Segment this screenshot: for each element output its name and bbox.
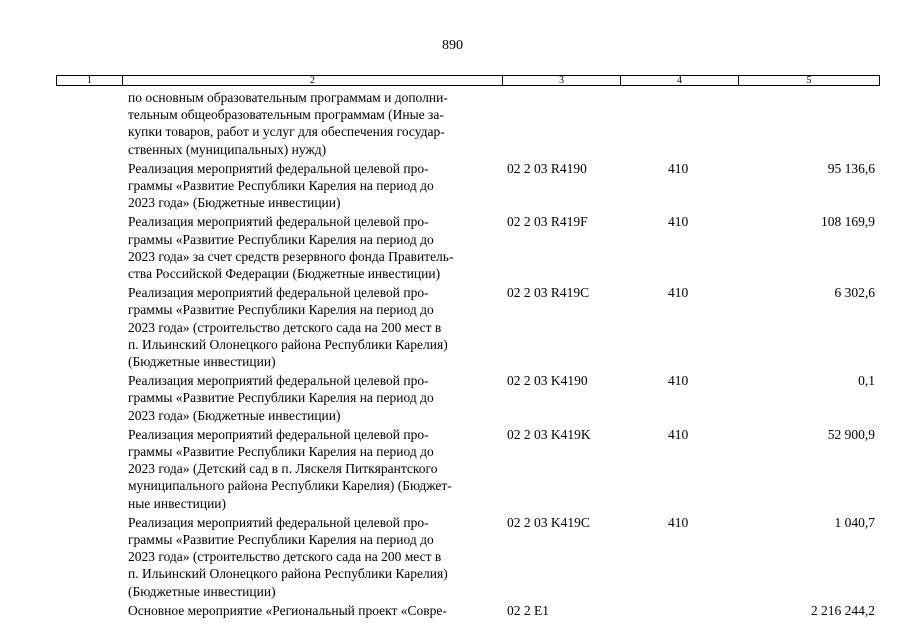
table-body bbox=[0, 89, 905, 621]
table-row bbox=[0, 372, 905, 424]
row-code: 02 2 03 K419K bbox=[507, 426, 591, 442]
column-header-2: 2 bbox=[123, 76, 503, 85]
row-description: Реализация мероприятий федеральной целевой про- граммы «Развитие Республики Карелия на период до 2023 года» (строительство детского сада на 200 мест в п. Ильинский Олонецкого района Республики Карелия) (Бюджетные инвестиции) bbox=[128, 285, 448, 370]
row-amount: 52 900,9 bbox=[827, 426, 875, 442]
row-code: 02 2 03 R419C bbox=[507, 285, 590, 301]
row-amount: 6 302,6 bbox=[834, 285, 875, 301]
row-description: Реализация мероприятий федеральной целевой про- граммы «Развитие Республики Карелия на период до 2023 года» за счет средств резервного фонда Правитель- ства Российской Федерации (Бюджетные инвестиции) bbox=[128, 214, 454, 282]
row-amount: 1 040,7 bbox=[834, 514, 875, 530]
row-type: 410 bbox=[668, 373, 689, 389]
row-type: 410 bbox=[668, 514, 689, 530]
page-number: 890 bbox=[442, 38, 463, 53]
row-description: Основное мероприятие «Региональный проект «Совре- bbox=[128, 602, 447, 618]
row-code: 02 2 E1 bbox=[507, 602, 549, 618]
row-description: по основным образовательным программам и дополни- тельным общеобразовательным программам (Иные за- купки товаров, работ и услуг для обеспечения государ- ственных (муниципальных) нужд) bbox=[128, 90, 448, 157]
table-row bbox=[0, 213, 905, 282]
row-type: 410 bbox=[668, 214, 689, 230]
table-header bbox=[56, 75, 880, 86]
row-amount: 2 216 244,2 bbox=[810, 602, 875, 618]
row-description: Реализация мероприятий федеральной целевой про- граммы «Развитие Республики Карелия на период до 2023 года» (Детский сад в п. Ляскеля Питкярантского муниципального района Республики Карелия) (Бюджет- ные инвестиции) bbox=[128, 426, 452, 511]
row-code: 02 2 03 R4190 bbox=[507, 160, 587, 176]
column-header-4: 4 bbox=[621, 76, 739, 85]
table-row bbox=[0, 514, 905, 600]
row-code: 02 2 03 R419F bbox=[507, 214, 588, 230]
row-amount: 108 169,9 bbox=[821, 214, 875, 230]
row-type: 410 bbox=[668, 285, 689, 301]
row-code: 02 2 03 K419C bbox=[507, 514, 590, 530]
table-row bbox=[0, 284, 905, 370]
column-header-5: 5 bbox=[806, 75, 812, 86]
row-amount: 95 136,6 bbox=[827, 160, 875, 176]
row-amount: 0,1 bbox=[858, 373, 875, 389]
row-type: 410 bbox=[668, 160, 689, 176]
row-description: Реализация мероприятий федеральной целевой про- граммы «Развитие Республики Карелия на период до 2023 года» (Бюджетные инвестиции) bbox=[128, 160, 434, 211]
table-row bbox=[0, 89, 905, 158]
column-header-3: 3 bbox=[503, 76, 621, 85]
row-type: 410 bbox=[668, 426, 689, 442]
table-row bbox=[0, 160, 905, 212]
column-header-1: 1 bbox=[57, 76, 123, 85]
table-row bbox=[0, 602, 905, 619]
row-description: Реализация мероприятий федеральной целевой про- граммы «Развитие Республики Карелия на период до 2023 года» (Бюджетные инвестиции) bbox=[128, 373, 434, 423]
row-code: 02 2 03 K4190 bbox=[507, 373, 588, 389]
table-row bbox=[0, 426, 905, 512]
row-description: Реализация мероприятий федеральной целевой про- граммы «Развитие Республики Карелия на период до 2023 года» (строительство детского сада на 200 мест в п. Ильинский Олонецкого района Республики Карелия) (Бюджетные инвестиции) bbox=[128, 514, 448, 599]
